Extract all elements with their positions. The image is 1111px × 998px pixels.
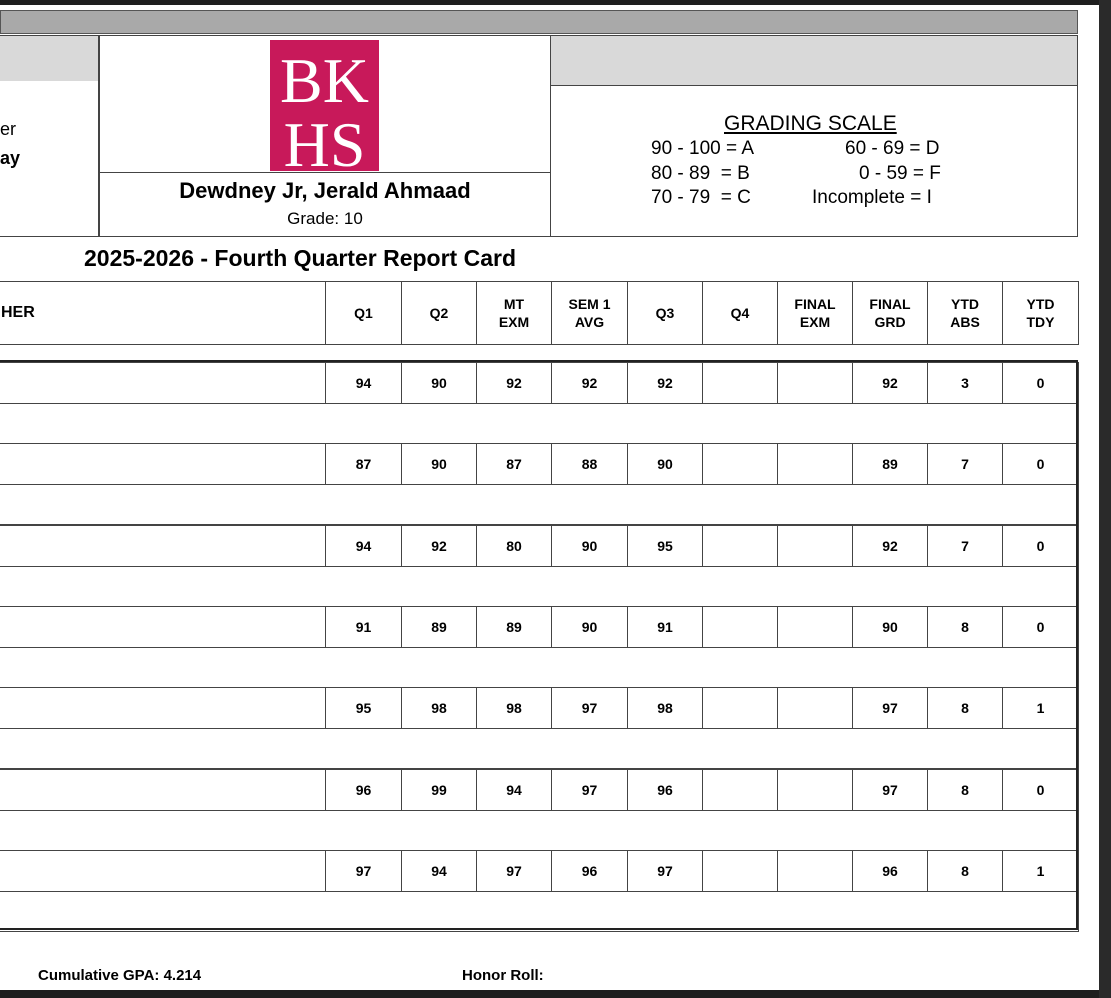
grade-cell: 92 [401,525,477,567]
column-header-line: GRD [874,314,906,330]
grade-cell: 94 [401,850,477,892]
grade-cell: 90 [401,362,477,404]
grade-cell: 7 [927,525,1003,567]
grade-cell: 8 [927,606,1003,648]
report-card-page [0,5,1099,990]
column-header-line: EXM [498,314,530,330]
left-partial-text-2: ay [0,148,21,168]
column-header-label [794,295,835,331]
comment-row [0,810,1079,851]
grade-cell: 95 [627,525,703,567]
column-header-label [354,304,373,322]
column-header [927,281,1003,345]
course-teacher-cell [0,443,326,485]
svg-text:BK: BK [280,45,369,116]
grade-cell: 3 [927,362,1003,404]
student-info-cell [99,172,551,237]
comment-row [0,403,1079,444]
column-header-line: Q2 [429,305,449,321]
grade-label: Grade: [287,209,340,228]
report-title: 2025-2026 - Fourth Quarter Report Card [84,245,517,271]
grade-cell [702,769,778,811]
grade-cell: 8 [927,769,1003,811]
column-header-label [950,295,980,331]
grade-cell [702,525,778,567]
column-header-line: FINAL [869,296,911,312]
column-header-line: FINAL [794,296,836,312]
student-grade [100,209,550,229]
column-header-label [1027,295,1055,331]
course-teacher-cell [0,687,326,729]
grade-cell: 91 [325,606,402,648]
school-logo-mark [270,40,379,171]
grade-cell: 0 [1002,443,1079,485]
course-teacher-cell [0,606,326,648]
comment-row [0,566,1079,607]
comment-row [0,647,1079,688]
grade-cell [777,606,853,648]
grade-cell: 92 [627,362,703,404]
grade-cell: 92 [476,362,552,404]
grade-value: 10 [343,209,363,228]
grade-cell [777,525,853,567]
column-header-line: Q4 [730,305,750,321]
scale-line-d: 60 - 69 = D [845,138,940,159]
grade-cell [702,362,778,404]
grade-cell: 92 [551,362,628,404]
grade-cell [702,443,778,485]
grade-cell [777,850,853,892]
grade-cell [777,362,853,404]
column-header-line: AVG [574,314,605,330]
grade-cell: 96 [325,769,402,811]
column-header [476,281,552,345]
grade-cell: 99 [401,769,477,811]
course-teacher-cell [0,850,326,892]
course-teacher-cell [0,362,326,404]
column-header [627,281,703,345]
grade-cell: 91 [627,606,703,648]
grade-cell: 97 [551,687,628,729]
comment-row [0,484,1079,525]
honor-roll-label: Honor Roll: [462,967,544,984]
grade-cell: 97 [852,687,928,729]
grade-cell: 96 [551,850,628,892]
grade-cell: 89 [852,443,928,485]
grade-cell [777,769,853,811]
grading-scale-cell [550,85,1078,237]
column-header [401,281,477,345]
grade-cell: 95 [325,687,402,729]
grade-cell [702,606,778,648]
gpa-label: Cumulative GPA: [38,967,160,984]
grade-cell: 0 [1002,362,1079,404]
column-header-line: Q1 [354,305,373,321]
left-partial-text-1: er [0,119,17,139]
header-teacher: HER [0,281,326,345]
grade-cell: 0 [1002,606,1079,648]
grade-cell: 8 [927,850,1003,892]
comment-row [0,728,1079,769]
course-teacher-cell [0,769,326,811]
grade-cell: 98 [476,687,552,729]
column-header-line: MT [503,296,525,312]
column-header-line: EXM [799,314,831,330]
gpa-value: 4.214 [163,967,202,984]
column-header [852,281,928,345]
cumulative-gpa [38,967,201,984]
honor-roll [462,967,544,984]
column-header-line: ABS [950,314,980,330]
grade-cell: 8 [927,687,1003,729]
scale-line-f: 0 - 59 = F [859,163,941,184]
grade-cell: 0 [1002,525,1079,567]
grade-cell: 97 [627,850,703,892]
grade-cell [777,443,853,485]
column-header-label [430,304,449,322]
grade-cell: 90 [551,525,628,567]
grade-cell [702,687,778,729]
column-header [777,281,853,345]
grade-cell: 7 [927,443,1003,485]
grade-cell: 88 [551,443,628,485]
logo-cell [99,35,551,173]
grade-cell: 98 [401,687,477,729]
comment-row [0,891,1079,932]
grade-cell: 1 [1002,850,1079,892]
student-name: Dewdney Jr, Jerald Ahmaad [179,178,471,203]
grade-cell: 90 [551,606,628,648]
column-header [1002,281,1079,345]
grade-cell [777,687,853,729]
course-teacher-cell [0,525,326,567]
scale-line-a: 90 - 100 = A [651,138,754,159]
scale-line-i: Incomplete = I [812,187,932,208]
right-header-cell [550,35,1078,86]
scale-line-c: 70 - 79 = C [651,187,751,208]
grade-cell: 89 [476,606,552,648]
column-header-line: TDY [1026,314,1055,330]
window-edge [1099,0,1111,998]
grade-cell: 80 [476,525,552,567]
header-bar [0,10,1078,34]
grade-cell: 92 [852,525,928,567]
column-header-label [568,295,610,331]
grade-cell: 87 [476,443,552,485]
column-header-line: Q3 [655,305,675,321]
grade-cell: 90 [627,443,703,485]
grade-cell: 94 [325,525,402,567]
column-header-label [499,295,529,331]
grade-cell: 0 [1002,769,1079,811]
grade-cell: 97 [325,850,402,892]
grade-cell: 1 [1002,687,1079,729]
grade-cell: 96 [627,769,703,811]
grade-cell: 90 [852,606,928,648]
grade-cell: 90 [401,443,477,485]
column-header-line: YTD [1026,296,1055,312]
scale-line-b: 80 - 89 = B [651,163,750,184]
svg-text:HS: HS [283,109,366,171]
grade-cell [702,850,778,892]
grade-cell: 98 [627,687,703,729]
grading-scale-title: GRADING SCALE [724,112,897,135]
column-header-line: SEM 1 [568,296,611,312]
grade-cell: 96 [852,850,928,892]
grade-cell: 94 [476,769,552,811]
grade-cell: 97 [476,850,552,892]
column-header [702,281,778,345]
grade-cell: 97 [852,769,928,811]
school-logo [270,40,379,171]
column-header-line: YTD [951,296,979,312]
grade-cell: 89 [401,606,477,648]
column-header [551,281,628,345]
column-header-label [731,304,750,322]
column-header [325,281,402,345]
left-header-cell [0,35,99,82]
grade-cell: 97 [551,769,628,811]
grade-cell: 87 [325,443,402,485]
column-header-label [869,295,910,331]
grade-cell: 92 [852,362,928,404]
grade-cell: 94 [325,362,402,404]
column-header-label [656,304,675,322]
